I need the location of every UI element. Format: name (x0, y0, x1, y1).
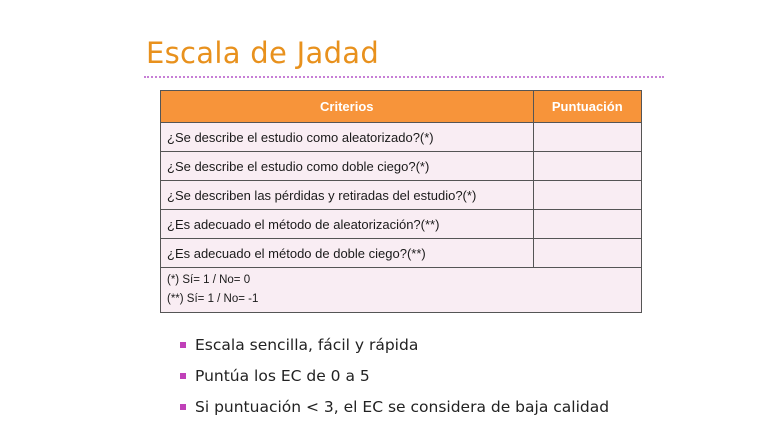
bullet-text: Si puntuación < 3, el EC se considera de baja calidad (195, 397, 610, 416)
bullet-text: Puntúa los EC de 0 a 5 (195, 366, 370, 385)
criterio-cell: ¿Es adecuado el método de aleatorización?(**) (161, 210, 534, 239)
note-line: (**) Sí= 1 / No= -1 (167, 293, 259, 305)
criterio-cell: ¿Se describen las pérdidas y retiradas del estudio?(*) (161, 181, 534, 210)
puntuacion-cell (533, 239, 641, 268)
header-criterios: Criterios (161, 91, 534, 123)
puntuacion-cell (533, 123, 641, 152)
puntuacion-cell (533, 152, 641, 181)
slide-title: Escala de Jadad (146, 36, 380, 70)
bullet-list (180, 329, 609, 422)
square-bullet-icon (180, 373, 186, 379)
puntuacion-cell (533, 210, 641, 239)
notes-row (161, 268, 642, 313)
criterio-cell: ¿Es adecuado el método de doble ciego?(**) (161, 239, 534, 268)
square-bullet-icon (180, 342, 186, 348)
table-row (161, 181, 642, 210)
note-line: (*) Sí= 1 / No= 0 (167, 274, 251, 286)
table-row (161, 152, 642, 181)
title-divider (144, 76, 664, 78)
bullet-text: Escala sencilla, fácil y rápida (195, 335, 419, 354)
list-item (180, 360, 609, 391)
criterio-cell: ¿Se describe el estudio como doble ciego?(*) (161, 152, 534, 181)
jadad-table (160, 90, 642, 313)
puntuacion-cell (533, 181, 641, 210)
table-header-row (161, 91, 642, 123)
table-row (161, 210, 642, 239)
list-item (180, 391, 609, 422)
list-item (180, 329, 609, 360)
table-row (161, 239, 642, 268)
criterio-cell: ¿Se describe el estudio como aleatorizado?(*) (161, 123, 534, 152)
square-bullet-icon (180, 404, 186, 410)
notes-cell (161, 268, 642, 313)
table-row (161, 123, 642, 152)
header-puntuacion: Puntuación (533, 91, 641, 123)
